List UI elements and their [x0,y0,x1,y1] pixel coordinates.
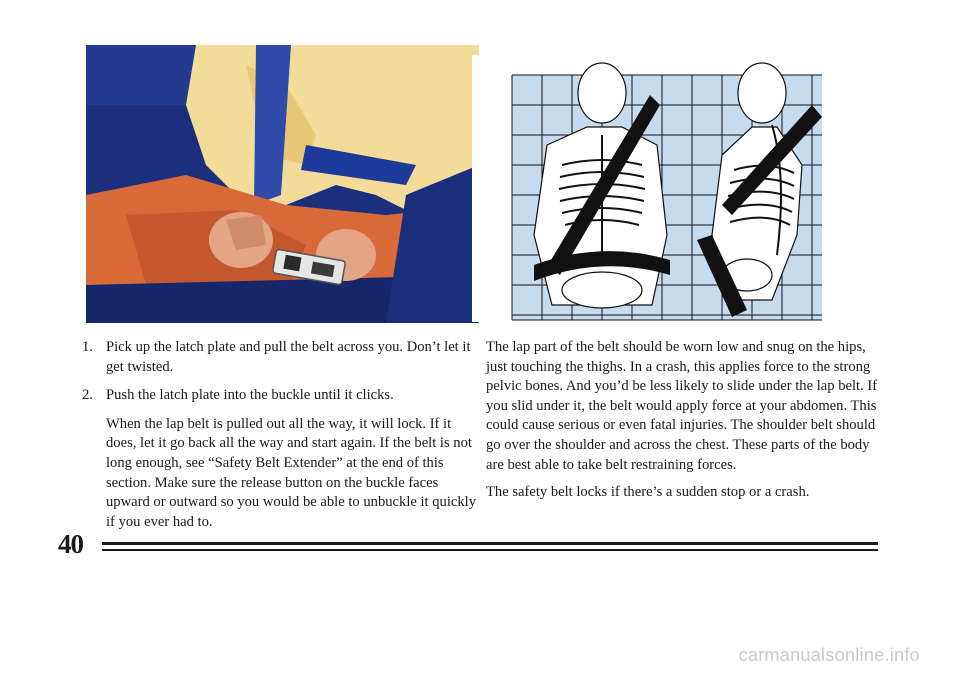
footer-rule [102,542,878,545]
footer-rule-thin [102,549,878,551]
right-text-column [486,338,886,511]
step-text: Pick up the latch plate and pull the belt across you. Don’t let it get twisted. [106,339,471,375]
step-number: 1. [82,339,93,355]
belt-lock-paragraph: The safety belt locks if there’s a sudden stop or a crash. [486,484,810,501]
page-number: 40 [58,529,83,559]
lap-belt-paragraph: When the lap belt is pulled out all the way, it will lock. If it does, let it go back all the way and start again. If the belt is not long enough, see “Safety Belt Extender” at the end of this section. Make sure the release button on the buckle faces upward or outward so you would be able to unbuckle it quickly if you ever had to. [106,415,477,530]
lap-belt-position-paragraph: The lap part of the belt should be worn low and snug on the hips, just touching the thighs. In a crash, this applies force to the strong pelvic bones. And you’d be less likely to slide under the lap belt. If you slid under it, the belt would apply force at your abdomen. This could cause serious or even fatal injuries. The shoulder belt should go over the shoulder and across the chest. These parts of the body are best able to take belt restraining forces. [486,339,878,473]
left-text-column [82,338,482,532]
buckling-belt-illustration [86,45,479,323]
manual-page [30,0,890,570]
step-text: Push the latch plate into the buckle until it clicks. [106,387,394,404]
step-1 [82,338,482,377]
step-2 [82,386,482,406]
step-number: 2. [82,387,93,404]
skeleton-belt-diagram [472,55,822,322]
page-footer [58,526,878,566]
site-watermark: carmanualsonline.info [738,645,920,665]
